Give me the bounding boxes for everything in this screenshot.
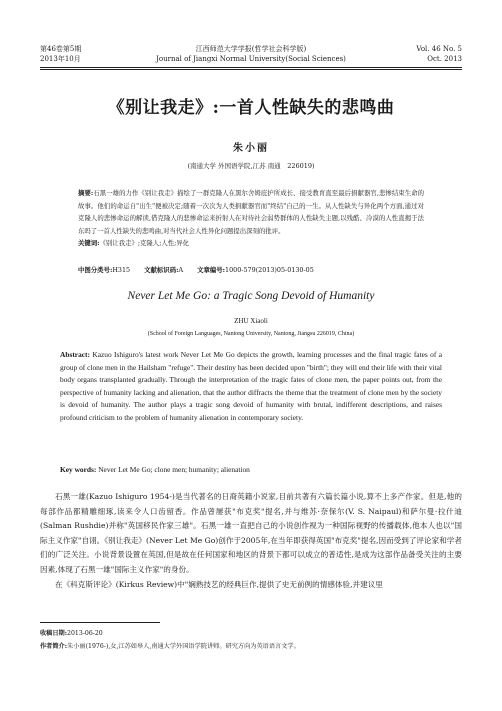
volume-issue-cn: 第46卷第5期: [40, 45, 82, 53]
body-paragraph: 在《科克斯评论》(Kirkus Review)中"娴熟技艺的经典巨作,提供了史无前例的情感体验,并建议里: [55, 579, 383, 589]
received-label: 收稿日期:: [40, 630, 68, 637]
article-no-label: 文章编号:: [197, 266, 226, 274]
bio-label: 作者简介:: [40, 643, 68, 650]
author-name-en: ZHU Xiaoli: [234, 317, 268, 325]
author-bio: [40, 640, 462, 653]
article-title-en: Never Let Me Go: a Tragic Song Devoid of Humanity: [127, 290, 375, 302]
document-code: [144, 265, 183, 275]
doc-code-value: A: [178, 266, 184, 274]
body-text: [40, 490, 462, 592]
classification-row: [78, 265, 442, 275]
doc-code-label: 文献标识码:: [144, 266, 179, 274]
article-title-cn: 《别让我走》:一首人性缺失的悲鸣曲: [107, 98, 395, 118]
author-name-cn: 朱小丽: [233, 143, 269, 154]
received-value: 2013-06-20: [67, 630, 103, 637]
clc-number: [78, 265, 130, 275]
clc-value: H315: [112, 266, 131, 274]
abstract-cn: [78, 187, 424, 250]
body-paragraph: 石黑一雄(Kazuo Ishiguro 1954-)是当代著名的日裔英籍小说家,目前共著有六篇长篇小说,算不上多产作家。但是,他的每部作品都精雕细琢,读来令人口齿留香。作品曾屡获"布克奖"提名,并与维苏·奈保尔(V. S. Naipaul)和萨尔曼·拉什迪(Salman Rushdie)并称"英国移民作家三雄"。石黑一雄一直把自己的小说创作视为一种国际视野的传播载体,他本人也以"国际主义作家"自诩。《别让我走》(Never Let Me Go)创作于2005年,在当年即获得英国"布克奖"提名,因而受到了评论家和学者们的广泛关注。小说背景设置在英国,但是故在任何国家和地区的背景下都可以成立的普适性,是成为这部作品备受关注的主要因素,体现了石黑一雄"国际主义作家"的身份。: [40, 492, 462, 574]
abstract-en: [60, 349, 442, 425]
received-date: [40, 627, 462, 640]
abstract-cn-text: 石黑一雄的力作《别让我走》描绘了一群克隆人在黑尔舍姆庇护所成长、接受教育直至最后捐献器官,悲惨结束生命的故事。他们的命运自"出生"便被决定;随着一次次为人类捐献器官而"终结"自己的一生。从人性缺失与异化两个方面,通过对克隆人的悲惨命运的解读,借克隆人的悲惨命运来折射人在对待社会弱势群体的人性缺失主题,以残酷、冷漠的人性直揭于法东吗了一首人性缺失的悲鸣曲,对当代社会人性异化问题提出深刻的批评。: [78, 189, 424, 235]
keywords-en: [60, 465, 442, 475]
clc-label: 中图分类号:: [78, 266, 113, 274]
affiliation-en: (School of Foreign Languages, Nantong University, Nantong, Jiangsu 226019, China): [147, 331, 355, 337]
footnotes: [40, 627, 462, 653]
keywords-cn-text: 《别让我走》;克隆人;人性;异化: [99, 239, 190, 248]
running-header: [40, 44, 462, 66]
footnote-rule: [40, 622, 160, 623]
header-right: [416, 44, 462, 64]
header-center: [40, 44, 462, 64]
abstract-en-label: Abstract:: [60, 350, 90, 359]
article-number: [197, 265, 314, 275]
volume-issue-en: Vol. 46 No. 5: [416, 45, 462, 53]
date-en: Oct. 2013: [427, 55, 462, 63]
abstract-cn-label: 摘要:: [78, 189, 94, 197]
keywords-en-text: Never Let Me Go; clone men; humanity; alienation: [98, 465, 250, 474]
journal-name-cn: 江西师范大学学报(哲学社会科学版): [195, 45, 307, 53]
date-cn: 2013年10月: [40, 55, 81, 63]
journal-name-en: Journal of Jiangxi Normal University(Social Sciences): [156, 55, 346, 63]
article-no-value: 1000-579(2013)05-0130-05: [225, 266, 314, 274]
abstract-en-text: Kazuo Ishiguro's latest work Never Let Me Go depicts the growth, learning processes and the final tragic fates of a group of clone men in the Hailsham "refuge". Their destiny has been decided upon "birth"; they will end their life with their vital body organs transplanted gradually. Through the interpretation of the tragic fates of clone men, the paper points out, from the perspective of humanity lacking and alienation, that the author diffracts the theme that the treatment of clone men by the society is devoid of humanity. The author plays a tragic song devoid of humanity with brutal, indifferent descriptions, and raises profound criticism to the problem of humanity alienation in contemporary society.: [60, 350, 442, 422]
keywords-en-label: Key words:: [60, 465, 97, 474]
keywords-cn-label: 关键词:: [78, 239, 100, 248]
bio-value: 朱小丽(1976-),女,江苏如皋人,南通大学外国语学院讲师。研究方向为英语语言文学。: [67, 643, 300, 650]
header-rule-thin: [40, 69, 462, 70]
affiliation-cn: (南通大学 外国语学院,江苏 南通 226019): [187, 162, 315, 170]
header-rule: [40, 67, 462, 68]
